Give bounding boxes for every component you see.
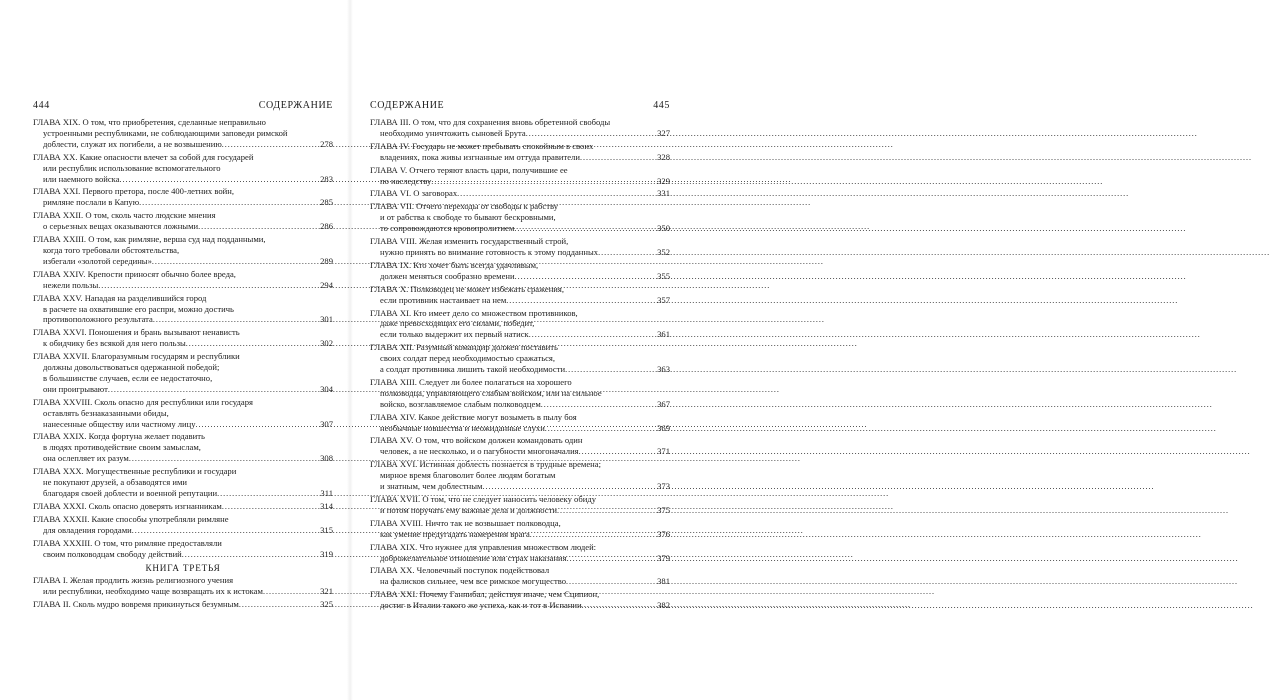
toc-page-number: 286 (320, 221, 333, 232)
toc-entry-text: необходимо уничтожить сыновей Брута (380, 127, 526, 138)
toc-entry-line: и от рабства к свободе то бывают бескровными, (380, 212, 556, 223)
toc-entry-text: по наследству (380, 175, 432, 186)
toc-page-number: 325 (320, 599, 333, 610)
dot-leader (139, 198, 319, 209)
dot-leader (239, 600, 319, 611)
toc-page-number: 361 (657, 329, 670, 340)
toc-entry-text: необычные новшества и неожиданные слухи (380, 422, 545, 433)
toc-entry-text: то сопровождаются кровопролитием (380, 223, 515, 234)
dot-leader (217, 489, 319, 500)
toc-entry-line: ГЛАВА XIX. Что нужнее для управления множеством людей: (370, 541, 597, 552)
toc-entry-line: ГЛАВА XXX. Могущественные республики и государи (33, 466, 237, 477)
toc-entry-line: ГЛАВА V. Отчего теряют власть цари, получившие ее (370, 164, 568, 175)
toc-entry-line: в людях противодействие своим замыслам, (43, 442, 201, 453)
toc-entry-line: ГЛАВА XVIII. Ничто так не возвышает полководца, (370, 517, 561, 528)
toc-entry-text: для овладения городами (43, 524, 132, 535)
toc-entry (33, 117, 333, 151)
toc-entry-line: ГЛАВА VIII. Желая изменить государственный строй, (370, 236, 569, 247)
page-number: 444 (33, 100, 50, 111)
dot-leader (579, 447, 656, 458)
toc-entry-line: ГЛАВА XXV. Нападая на разделившийся город (33, 292, 207, 303)
toc-entry-line: устроенными республиками, не соблюдающими заповеди римской (43, 127, 288, 138)
toc-entry-last-line (370, 446, 670, 458)
toc-entry (370, 117, 670, 140)
toc-entry-last-line (370, 176, 670, 188)
toc-entry-line: ГЛАВА XXIV. Крепости приносят обычно более вреда, (33, 268, 236, 279)
dot-leader (431, 177, 656, 188)
toc-entry-last-line (33, 419, 333, 431)
toc-entry (33, 327, 333, 350)
toc-page-number: 381 (657, 576, 670, 587)
toc-entry-line: ГЛАВА XXVIII. Сколь опасно для республики или государя (33, 396, 253, 407)
toc-entry (370, 518, 670, 541)
toc-entry-text: человек, а не несколько, и о пагубности многоначалия (380, 446, 579, 457)
toc-entry-text: и потом поручать ему важные дела и должности (380, 504, 557, 515)
toc-page-number: 379 (657, 552, 670, 563)
toc-entry-line: должны довольствоваться одержанной победой; (43, 362, 220, 373)
right-page (370, 0, 670, 700)
toc-entry-last-line (370, 152, 670, 164)
toc-entry (33, 152, 333, 186)
dot-leader (152, 257, 319, 268)
toc-entry-text: должен меняться сообразно времени (380, 270, 515, 281)
dot-leader (541, 400, 656, 411)
toc-entry-line: ГЛАВА I. Желая продлить жизнь религиозного учения (33, 575, 234, 586)
toc-entry-line: ГЛАВА XVII. О том, что не следует наносить человеку обиду (370, 494, 596, 504)
toc-entry-last-line (33, 501, 333, 513)
toc-entry-line: своих солдат перед необходимостью сражаться, (380, 353, 556, 364)
toc-entry (370, 412, 670, 435)
toc-entry-text: противоположного результата (43, 314, 153, 325)
toc-entry (33, 186, 333, 209)
toc-entry-text: а солдат противника лишить такой необходимости (380, 364, 566, 375)
toc-page-number: 311 (320, 488, 333, 498)
toc-entry-last-line (370, 329, 670, 341)
toc-entry (370, 141, 670, 164)
toc-page-number: 367 (657, 398, 670, 409)
toc-entry (370, 236, 670, 259)
dot-leader (526, 129, 656, 140)
toc-page-number: 327 (657, 127, 670, 138)
toc-entry-line: ГЛАВА X. Полководец не может избежать сражения, (370, 283, 565, 294)
toc-entry (33, 234, 333, 268)
toc-page-number: 315 (320, 524, 333, 535)
toc-entry-line: ГЛАВА XIV. Какое действие могут возыметь в пылу боя (370, 411, 577, 422)
toc-entry-text: доброжелательное отношение или страх наказания (380, 552, 567, 563)
toc-entry-last-line (370, 295, 670, 307)
toc-page-number: 382 (657, 600, 670, 611)
toc-entry-text: если противник настаивает на нем (380, 294, 507, 305)
toc-entry-last-line (370, 505, 670, 517)
toc-entry-text: своим полководцам свободу действий (43, 548, 182, 559)
toc-entry-line: ГЛАВА XX. Какие опасности влечет за собой для государей (33, 151, 254, 162)
toc-entry-line: даже превосходящих его силами, победит, (380, 318, 535, 329)
toc-entry (33, 210, 333, 233)
toc-page-number: 369 (657, 422, 670, 433)
toc-page-number: 375 (657, 504, 670, 515)
toc-entry-line: оставлять безнаказанными обиды, (43, 407, 169, 418)
toc-entry-line: ГЛАВА XIX. О том, что приобретения, сделанные неправильно (33, 117, 266, 127)
toc-entry-last-line (370, 423, 670, 435)
toc-entry-last-line (370, 553, 670, 565)
dot-leader (506, 296, 656, 307)
toc-entry (33, 351, 333, 396)
dot-leader (545, 424, 656, 435)
running-title: СОДЕРЖАНИЕ (258, 100, 333, 111)
toc-entry (370, 494, 670, 517)
toc-page-number: 352 (657, 246, 670, 257)
running-title: СОДЕРЖАНИЕ (370, 100, 445, 111)
toc-entry-line: ГЛАВА XXIII. О том, как римляне, вершa суд над подданными, (33, 234, 266, 245)
toc-entry-last-line (33, 314, 333, 326)
toc-entry-text: благодаря своей доблести и военной репутации (43, 488, 218, 498)
toc-entry (370, 589, 670, 612)
toc-page-number: 357 (657, 294, 670, 305)
toc-entry-line: ГЛАВА XII. Разумный командир должен поставить (370, 342, 558, 353)
toc-entry-last-line (370, 399, 670, 411)
toc-page-number: 321 (320, 586, 333, 597)
dot-leader (482, 482, 656, 493)
toc-entry (33, 501, 333, 513)
toc-entry-text: римляне послали в Капую (43, 197, 140, 208)
toc-page-number: 376 (657, 528, 670, 539)
toc-entry-last-line (33, 174, 333, 186)
toc-entry-text: избегали «золотой середины» (43, 255, 152, 266)
toc-entry-line: ГЛАВА XI. Кто имеет дело со множеством противников, (370, 307, 578, 318)
toc-entry-line: ГЛАВА III. О том, что для сохранения вновь обретенной свободы (370, 117, 611, 127)
dot-leader (515, 272, 657, 283)
toc-list (370, 117, 670, 613)
toc-page-number: 355 (657, 270, 670, 281)
toc-entry-last-line (370, 600, 670, 612)
toc-entry-text: нанесенные обществу или частному лицу (43, 418, 196, 429)
toc-entry-last-line (370, 247, 670, 259)
toc-entry-last-line (33, 549, 333, 561)
dot-leader (108, 385, 319, 396)
toc-entry (33, 466, 333, 500)
toc-entry-last-line (33, 197, 333, 209)
toc-entry (33, 575, 333, 598)
toc-entry-line: ГЛАВА XXVII. Благоразумным государям и республики (33, 351, 240, 362)
toc-entry-text: и знатным, чем доблестным (380, 481, 483, 492)
toc-entry-text: или наемного войска (43, 173, 120, 184)
toc-entry-line: не покупают друзей, а обзаводятся ими (43, 477, 188, 488)
toc-entry-line: ГЛАВА XVI. Истинная доблесть познается в трудные времена; (370, 459, 601, 470)
toc-entry-line: ГЛАВА XV. О том, что войском должен командовать один (370, 435, 583, 446)
toc-entries (33, 575, 333, 611)
toc-entry (370, 542, 670, 565)
dot-leader (196, 420, 320, 431)
toc-entry-last-line (33, 256, 333, 268)
dot-leader (198, 222, 319, 233)
toc-entry-line: ГЛАВА XXVI. Поношения и брань вызывают ненависть (33, 327, 240, 338)
toc-entry-text: нежели пользы (43, 279, 99, 290)
toc-page-number: 329 (657, 175, 670, 186)
toc-entry-line: в большинстве случаев, если ее недостаточно, (43, 372, 213, 383)
toc-entry (370, 377, 670, 411)
left-page (33, 0, 333, 700)
toc-page-number: 307 (320, 418, 333, 429)
toc-entry-last-line (370, 481, 670, 493)
toc-entry (33, 514, 333, 537)
toc-entry-text: ГЛАВА VI. О заговорах (370, 188, 458, 199)
toc-entry-last-line (33, 139, 333, 151)
toc-entry-text: доблести, служат их погибели, а не возвышению (43, 138, 222, 149)
toc-entry (370, 201, 670, 235)
page-number: 445 (653, 100, 670, 111)
toc-entry (370, 188, 670, 200)
toc-entry-text: достиг в Италии такого же успеха, как и тот в Испании (380, 600, 582, 611)
toc-page-number: 304 (320, 383, 333, 394)
toc-entry-line: в расчете на охватившие его распри, можно достичь (43, 303, 234, 314)
dot-leader (457, 189, 656, 200)
dot-leader (567, 554, 657, 565)
toc-entry-last-line (33, 280, 333, 292)
dot-leader (598, 248, 656, 259)
toc-entry (33, 269, 333, 292)
toc-page-number: 328 (657, 151, 670, 162)
toc-entry-last-line (370, 576, 670, 588)
toc-entry-text: они проигрывают (43, 383, 108, 394)
toc-page-number: 363 (657, 364, 670, 375)
toc-entry-text: она ослепляет их разум (43, 453, 129, 464)
dot-leader (153, 315, 319, 326)
toc-entry-last-line (33, 599, 333, 611)
toc-entry-line: ГЛАВА IX. Кто хочет быть всегда удачливым, (370, 259, 539, 270)
toc-entry-line: когда того требовали обстоятельства, (43, 244, 180, 255)
toc-entry-line: ГЛАВА XXI. Первого претора, после 400-летних войн, (33, 186, 234, 197)
toc-entry (33, 293, 333, 327)
toc-list (33, 117, 333, 612)
section-title: КНИГА ТРЕТЬЯ (145, 563, 221, 574)
toc-entry-last-line (33, 525, 333, 537)
toc-entry-text: ГЛАВА XXXI. Сколь опасно доверять изгнанникам (33, 500, 222, 511)
toc-entries (370, 117, 670, 612)
toc-entry (33, 397, 333, 431)
toc-entry-text: владениях, пока живы изгнанные им оттуда правители (380, 151, 580, 162)
toc-entry-line: ГЛАВА IV. Государь не может пребывать спокойным в своих (370, 140, 594, 151)
toc-page-number: 289 (320, 255, 333, 266)
running-head (33, 99, 333, 113)
toc-entry-line: полководца, управляющего слабым войском, или на сильное (380, 387, 602, 398)
toc-entry (370, 308, 670, 342)
toc-page-number: 283 (320, 173, 333, 184)
toc-entry-last-line (33, 384, 333, 396)
toc-entry-line: ГЛАВА XIII. Следует ли более полагаться на хорошего (370, 376, 572, 387)
toc-page-number: 350 (657, 223, 670, 234)
dot-leader (565, 365, 656, 376)
toc-entry-text: нужно принять во внимание готовность к этому подданных (380, 246, 599, 257)
toc-page-number: 308 (320, 453, 333, 464)
dot-leader (120, 175, 320, 186)
toc-entry (370, 459, 670, 493)
toc-entry-last-line (370, 128, 670, 140)
toc-entry-last-line (370, 529, 670, 541)
toc-entry (370, 284, 670, 307)
toc-entry-line: или республик использование вспомогательного (43, 162, 221, 173)
toc-page-number: 278 (320, 138, 333, 149)
toc-entry-line: ГЛАВА XXXII. Какие способы употребляли римляне (33, 513, 229, 524)
toc-entry-line: ГЛАВА XX. Человечный поступок подействовал (370, 565, 550, 576)
toc-entry-text: если только выдержит их первый натиск (380, 329, 529, 340)
toc-page-number: 319 (320, 548, 333, 559)
toc-entry-line: ГЛАВА VII. Отчего переходы от свободы к рабству (370, 201, 559, 212)
toc-entry-line: ГЛАВА XXIX. Когда фортуна желает подавить (33, 431, 205, 442)
toc-entry (370, 165, 670, 188)
toc-page-number: 373 (657, 481, 670, 492)
toc-entry-text: как умение предугадать намерения врага (380, 528, 530, 539)
toc-entry-text: к обидчику без всякой для него пользы (43, 338, 186, 349)
dot-leader (132, 526, 319, 537)
toc-entry-last-line (370, 188, 670, 200)
toc-entry-last-line (33, 453, 333, 465)
dot-leader (186, 339, 319, 350)
toc-entries (33, 117, 333, 560)
dot-leader (129, 454, 319, 465)
toc-entry (33, 599, 333, 611)
toc-page-number: 302 (320, 338, 333, 349)
toc-entry (33, 431, 333, 465)
dot-leader (530, 530, 656, 541)
dot-leader (580, 153, 656, 164)
toc-entry-line: ГЛАВА XXII. О том, сколь часто людские мнения (33, 210, 216, 221)
running-head (370, 99, 670, 113)
toc-entry-text: о серьезных вещах оказываются ложными (43, 221, 199, 232)
dot-leader (222, 140, 319, 151)
dot-leader (529, 330, 656, 341)
toc-page-number: 301 (320, 314, 333, 325)
toc-entry-line: ГЛАВА XXI. Почему Ганнибал, действуя иначе, чем Сципион, (370, 589, 600, 600)
toc-entry-text: ГЛАВА II. Сколь мудро вовремя прикинуться безумным (33, 599, 239, 610)
toc-entry (370, 342, 670, 376)
toc-entry-last-line (370, 271, 670, 283)
toc-entry-last-line (370, 364, 670, 376)
toc-entry-text: или республики, необходимо чаще возвращать их к истокам (43, 586, 263, 597)
toc-entry-last-line (33, 221, 333, 233)
toc-page-number: 285 (320, 197, 333, 208)
dot-leader (514, 224, 656, 235)
toc-page-number: 371 (657, 446, 670, 457)
dot-leader (182, 550, 319, 561)
toc-entry (370, 260, 670, 283)
toc-page-number: 314 (320, 500, 333, 511)
toc-entry-last-line (370, 223, 670, 235)
dot-leader (222, 502, 319, 513)
toc-entry (33, 538, 333, 561)
toc-entry (370, 435, 670, 458)
toc-entry-text: войско, возглавляемое слабым полководцем (380, 398, 541, 409)
dot-leader (557, 506, 656, 517)
dot-leader (98, 281, 319, 292)
toc-page-number: 331 (657, 188, 670, 199)
toc-entry-line: мирное время благоволит более людям богатым (380, 470, 556, 481)
dot-leader (566, 577, 656, 588)
toc-entry-last-line (33, 488, 333, 500)
toc-entry-last-line (33, 338, 333, 350)
toc-entry (370, 565, 670, 588)
toc-page-number: 294 (320, 279, 333, 290)
toc-entry-last-line (33, 586, 333, 598)
toc-entry-line: ГЛАВА XXXIII. О том, что римляне предоставляли (33, 537, 222, 548)
toc-entry-text: на фалисков сильнее, чем все римское могущество (380, 576, 567, 587)
dot-leader (263, 587, 319, 598)
dot-leader (582, 601, 657, 612)
